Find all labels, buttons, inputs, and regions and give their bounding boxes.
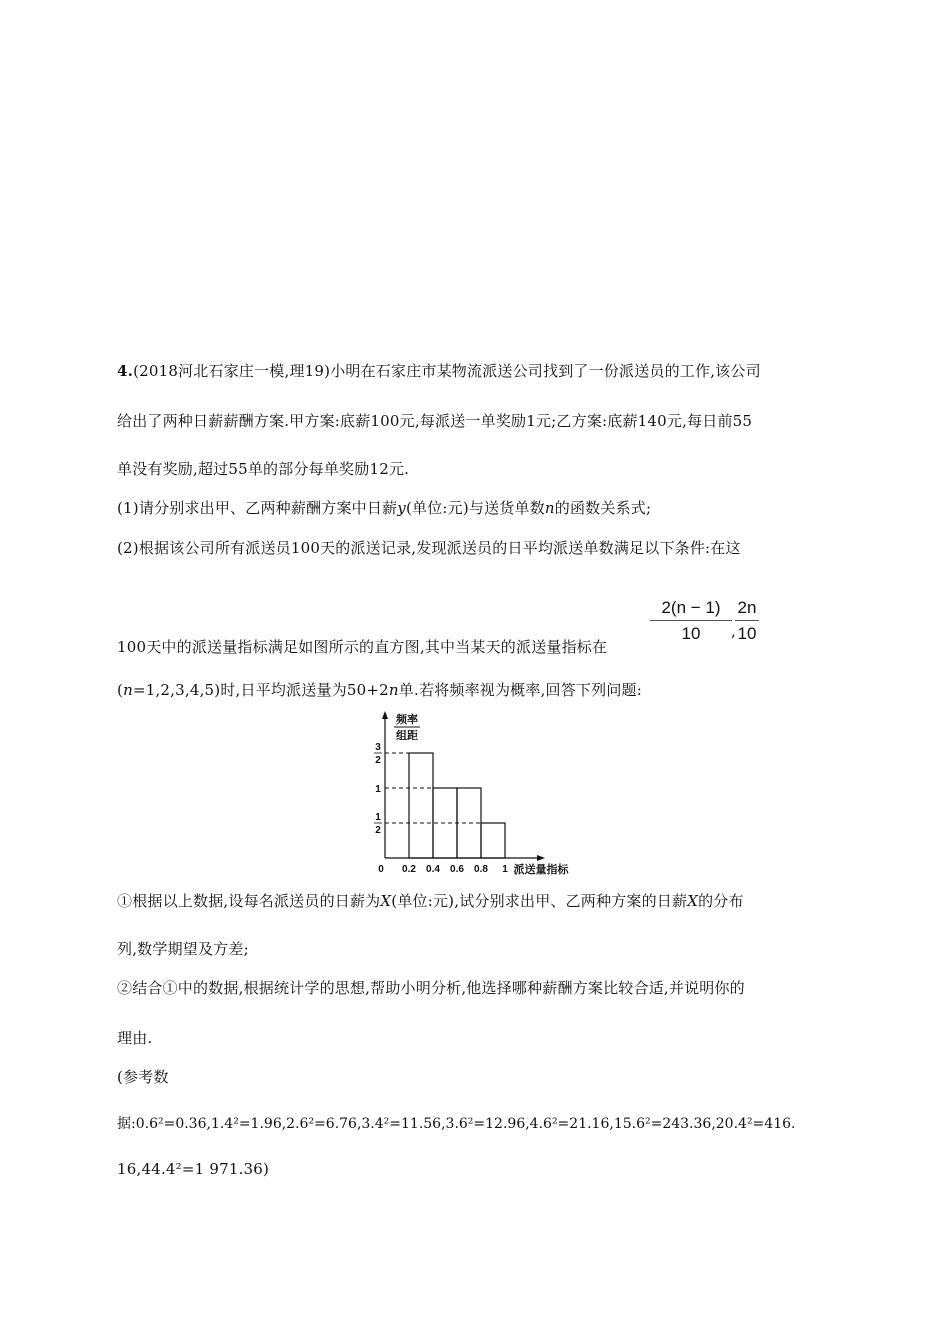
q1-var-n: n (544, 499, 555, 517)
q2-l3-a: ( (117, 681, 124, 699)
fraction-upper-bound (735, 598, 759, 644)
problem-number: 4. (117, 362, 134, 380)
fraction-1-denominator: 10 (681, 624, 701, 643)
y-tick-denominator-0: 2 (375, 755, 381, 766)
sub1-text-b: (单位:元),试分别求出甲、乙两种方案的日薪 (391, 892, 688, 910)
fraction-lower-bound (650, 598, 732, 644)
sub1-var-X: X (380, 892, 392, 910)
question-2-line-1: (2)根据该公司所有派送员100天的派送记录,发现派送员的日平均派送单数满足以下条件:在这 (117, 539, 741, 557)
x-axis-label: 派送量指标 (513, 864, 569, 876)
q1-text-b: (单位:元)与送货单数 (405, 499, 545, 517)
fraction-2-denominator: 10 (737, 624, 757, 643)
y-tick-numerator-2: 1 (375, 812, 381, 823)
histogram-chart (360, 710, 600, 882)
x-tick-label-4: 0.8 (474, 864, 488, 875)
fraction-2-numerator: 2n (737, 598, 757, 617)
x-axis-arrow (537, 855, 545, 861)
q2-l3-c: 单.若将频率视为概率,回答下列问题: (398, 681, 642, 699)
sub-question-1-line-2: 列,数学期望及方差; (117, 940, 249, 958)
y-axis-label-top: 频率 (396, 714, 418, 726)
y-axis-label-bottom: 组距 (396, 730, 418, 742)
problem-source-text: (2018河北石家庄一模,理19)小明在石家庄市某物流派送公司找到了一份派送员的工作,该公司 (133, 362, 761, 380)
q2-l3-var-n2: n (388, 681, 399, 699)
reference-data-line-2: 据:0.6²=0.36,1.4²=1.96,2.6²=6.76,3.4²=11.56,3.6²=12.96,4.6²=21.16,15.6²=243.36,20.4²=416. (117, 1116, 796, 1132)
y-tick-numerator-0: 3 (375, 742, 381, 753)
reference-data-line-3: 16,44.4²=1 971.36) (117, 1160, 270, 1178)
histogram-bar-0 (409, 753, 433, 858)
x-tick-label-5: 1 (502, 864, 508, 875)
sub-question-2-line-1: ②结合①中的数据,根据统计学的思想,帮助小明分析,他选择哪种薪酬方案比较合适,并说明你的 (117, 979, 745, 997)
fraction-1-bar (650, 620, 732, 621)
sub1-var-X2: X (687, 892, 699, 910)
y-tick-label-1: 1 (375, 784, 381, 795)
fraction-2-bar (735, 620, 759, 621)
q2-l3-b: =1,2,3,4,5)时,日平均派送量为50+2 (132, 681, 389, 699)
question-2-line-2: 100天中的派送量指标满足如图所示的直方图,其中当某天的派送量指标在 (117, 638, 608, 656)
sub-question-2-line-2: 理由. (117, 1029, 153, 1047)
sub1-text-a: ①根据以上数据,设每名派送员的日薪为 (117, 892, 381, 910)
fraction-1-numerator: 2(n − 1) (661, 598, 721, 617)
problem-line-2: 给出了两种日薪薪酬方案.甲方案:底薪100元,每派送一单奖励1元;乙方案:底薪140元,每日前55 (117, 412, 753, 430)
question-2-line-3 (117, 679, 642, 700)
x-tick-label-3: 0.6 (450, 864, 464, 875)
problem-line-3: 单没有奖励,超过55单的部分每单奖励12元. (117, 460, 410, 478)
sub1-text-c: 的分布 (698, 892, 744, 910)
problem-title-line (117, 360, 761, 381)
question-1 (117, 497, 651, 518)
x-tick-label-1: 0.2 (402, 864, 416, 875)
q1-text-c: 的函数关系式; (554, 499, 652, 517)
histogram-bar-3 (481, 823, 505, 858)
reference-data-line-1: (参考数 (117, 1068, 169, 1086)
q1-var-y: y (397, 499, 406, 517)
y-axis-arrow (382, 711, 388, 719)
x-tick-label-0: 0 (378, 864, 384, 875)
q1-text-a: (1)请分别求出甲、乙两种薪酬方案中日薪 (117, 499, 398, 517)
y-tick-denominator-2: 2 (375, 825, 381, 836)
x-tick-label-2: 0.4 (426, 864, 440, 875)
sub-question-1 (117, 890, 744, 911)
fraction-separator: , (731, 622, 736, 640)
q2-l3-var-n: n (123, 681, 133, 699)
